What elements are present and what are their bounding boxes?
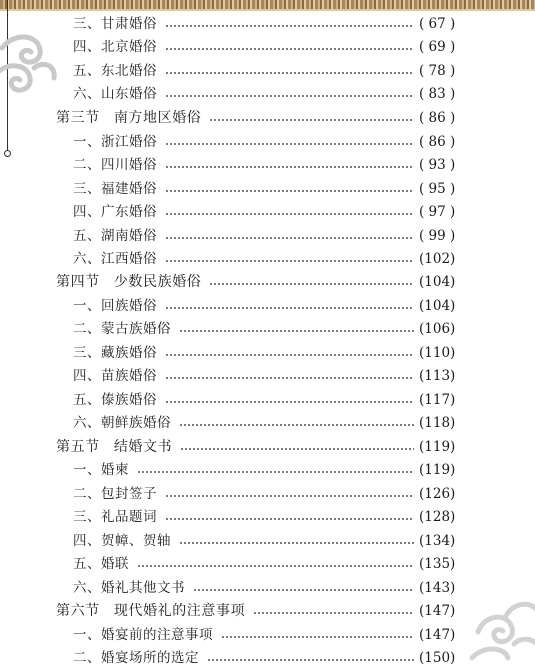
dot-leader (209, 272, 414, 292)
toc-section-label (56, 437, 172, 457)
dot-leader (179, 531, 414, 551)
dot-leader (180, 437, 414, 457)
toc-page-number: (150) (419, 650, 456, 666)
toc-page-number: (147) (419, 603, 456, 619)
toc-entry-label: 一、回族婚俗 (73, 298, 157, 314)
toc-section-title: 南方地区婚俗 (113, 110, 202, 126)
toc-page-number: (119) (419, 462, 456, 478)
toc-entry-row (0, 155, 535, 175)
dot-leader (137, 460, 414, 480)
dot-leader (165, 202, 414, 222)
toc-entry-row (0, 484, 535, 504)
toc-entry-label: 四、贺幛、贺轴 (73, 533, 171, 549)
toc-page-number: (134) (419, 533, 456, 549)
toc-entry-label: 五、湖南婚俗 (73, 228, 157, 244)
toc-page-number: (102) (419, 251, 456, 267)
toc-page-number: ( 83 ) (419, 86, 456, 102)
toc-page-number: (104) (419, 298, 456, 314)
toc-section-row (0, 272, 535, 292)
toc-entry-row (0, 625, 535, 645)
toc-entry-label: 三、礼品题词 (73, 509, 157, 525)
toc-section-number: 第六节 (56, 603, 100, 619)
toc-page-number: (135) (419, 556, 456, 572)
toc-entry-label: 二、婚宴场所的选定 (73, 650, 199, 666)
toc-page-number: (113) (419, 368, 456, 384)
toc-entry-label: 六、婚礼其他文书 (73, 580, 185, 596)
toc-section-title: 少数民族婚俗 (113, 274, 202, 290)
dot-leader (165, 343, 414, 363)
toc-entry-label: 一、婚宴前的注意事项 (73, 627, 213, 643)
toc-entry-row (0, 531, 535, 551)
dot-leader (221, 625, 414, 645)
toc-page-number: (117) (419, 392, 456, 408)
toc-entry-row (0, 390, 535, 410)
dot-leader (165, 14, 414, 34)
toc-entry-label: 三、甘肃婚俗 (73, 16, 157, 32)
toc-entry-label: 五、傣族婚俗 (73, 392, 157, 408)
toc-entry-row (0, 14, 535, 34)
toc-page-number: ( 69 ) (419, 39, 456, 55)
toc-entry-label: 二、蒙古族婚俗 (73, 321, 171, 337)
toc-entry-label: 二、包封签子 (73, 486, 157, 502)
toc-entry-row (0, 202, 535, 222)
toc-entry-row (0, 507, 535, 527)
toc-section-label (56, 272, 201, 292)
dot-leader (165, 484, 414, 504)
toc-entry-label: 一、浙江婚俗 (73, 134, 157, 150)
toc-section-number: 第三节 (56, 110, 100, 126)
toc-page-number: (104) (419, 274, 456, 290)
toc-entry-row (0, 343, 535, 363)
toc-entry-label: 六、山东婚俗 (73, 86, 157, 102)
toc-section-label (56, 108, 201, 128)
toc-entry-row (0, 578, 535, 598)
toc-entry-label: 四、北京婚俗 (73, 39, 157, 55)
toc-entry-row (0, 37, 535, 57)
dot-leader (165, 366, 414, 386)
toc-entry-row (0, 319, 535, 339)
toc-page-number: ( 93 ) (419, 157, 456, 173)
dot-leader (165, 37, 414, 57)
toc-page-number: (110) (419, 345, 456, 361)
toc-page-number: (119) (419, 439, 456, 455)
toc-page-number: (147) (419, 627, 456, 643)
toc-entry-row (0, 84, 535, 104)
dot-leader (137, 554, 414, 574)
toc-page-number: (106) (419, 321, 456, 337)
toc-entry-label: 四、苗族婚俗 (73, 368, 157, 384)
toc-section-row (0, 601, 535, 621)
toc-entry-label: 五、婚联 (73, 556, 129, 572)
toc-page-number: ( 95 ) (419, 181, 456, 197)
toc-page-number: ( 97 ) (419, 204, 456, 220)
toc-page-number: ( 99 ) (419, 228, 456, 244)
dot-leader (165, 507, 414, 527)
toc-section-title: 结婚文书 (113, 439, 173, 455)
toc-entry-label: 四、广东婚俗 (73, 204, 157, 220)
dot-leader (179, 413, 414, 433)
dot-leader (209, 108, 414, 128)
toc-section-row (0, 108, 535, 128)
toc-page-number: (128) (419, 509, 456, 525)
dot-leader (165, 179, 414, 199)
toc-section-title: 现代婚礼的注意事项 (113, 603, 246, 619)
toc-entry-row (0, 366, 535, 386)
toc-entry-label: 六、江西婚俗 (73, 251, 157, 267)
toc-entry-row (0, 648, 535, 668)
dot-leader (165, 84, 414, 104)
toc-page-number: ( 86 ) (419, 110, 456, 126)
dot-leader (165, 249, 414, 269)
toc-entry-label: 三、藏族婚俗 (73, 345, 157, 361)
toc-page-number: (126) (419, 486, 456, 502)
toc-entry-label: 六、朝鲜族婚俗 (73, 415, 171, 431)
dot-leader (253, 601, 414, 621)
toc-entry-row (0, 132, 535, 152)
toc-entry-label: 五、东北婚俗 (73, 63, 157, 79)
toc-page-number: ( 86 ) (419, 134, 456, 150)
toc-section-number: 第四节 (56, 274, 100, 290)
toc-entry-row (0, 226, 535, 246)
toc-entry-row (0, 296, 535, 316)
dot-leader (165, 390, 414, 410)
dot-leader (165, 132, 414, 152)
toc-entry-row (0, 460, 535, 480)
dot-leader (207, 648, 414, 668)
toc-entry-label: 三、福建婚俗 (73, 181, 157, 197)
toc-page-number: ( 67 ) (419, 16, 456, 32)
dot-leader (165, 155, 414, 175)
toc-entry-row (0, 249, 535, 269)
dot-leader (179, 319, 414, 339)
toc-entry-row (0, 413, 535, 433)
toc-page-number: (118) (419, 415, 456, 431)
toc-page-number: (143) (419, 580, 456, 596)
toc-entry-row (0, 61, 535, 81)
toc-entry-row (0, 554, 535, 574)
toc-entry-label: 一、婚柬 (73, 462, 129, 478)
toc-entry-row (0, 179, 535, 199)
toc-section-row (0, 437, 535, 457)
dot-leader (193, 578, 414, 598)
toc-entry-label: 二、四川婚俗 (73, 157, 157, 173)
dot-leader (165, 296, 414, 316)
toc-section-label (56, 601, 245, 621)
toc-section-number: 第五节 (56, 439, 100, 455)
dot-leader (165, 226, 414, 246)
toc-page-number: ( 78 ) (419, 63, 456, 79)
dot-leader (165, 61, 414, 81)
